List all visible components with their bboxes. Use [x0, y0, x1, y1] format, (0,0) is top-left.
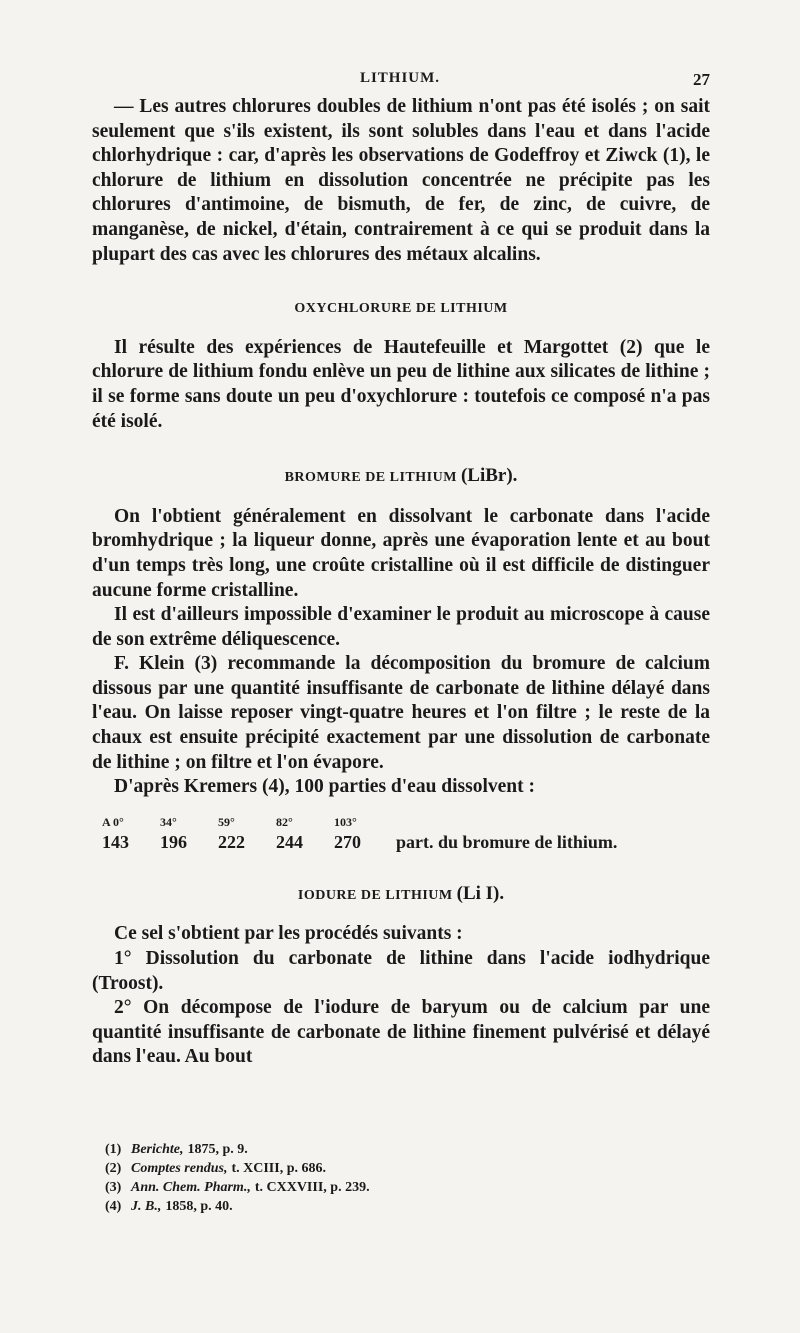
footnote — [105, 1159, 705, 1178]
running-title: LITHIUM. — [359, 70, 441, 86]
temp-cell: 59° — [218, 814, 235, 829]
footnote-ref: t. CXXVIII, p. 239. — [254, 1180, 370, 1195]
footnotes — [105, 1140, 705, 1216]
iodure-paragraph-3: 2° On décompose de l'iodure de baryum ou de calcium par une quantité insuffisante de carbonate de lithine finement pulvérisé et délayé dans l'eau. Au bout — [92, 997, 710, 1068]
footnote-number: (4) — [105, 1199, 122, 1214]
iodure-heading — [92, 882, 710, 909]
footnote-source: Comptes rendus, — [131, 1161, 228, 1176]
value-cell: 244 — [276, 831, 303, 852]
footnote-source: J. B., — [131, 1199, 162, 1214]
iodure-paragraph-2: 1° Dissolution du carbonate de lithine dans l'acide iodhydrique (Troost). — [92, 948, 710, 994]
iodure-formula: (Li I). — [456, 882, 505, 904]
intro-paragraph: — Les autres chlorures doubles de lithium n'ont pas été isolés ; on sait seulement que s'ils existent, ils sont solubles dans l'eau et dans l'acide chlorhydrique : car, d'après les observations de Godeffroy et Ziwck (1), le chlorure de lithium en dissolution concentrée ne précipite pas les chlorures d'antimoine, de bismuth, de fer, de zinc, de cuivre, de manganèse, de nickel, d'étain, contrairement à ce qui se produit dans la plupart des cas avec les chlorures des métaux alcalins. — [92, 96, 710, 265]
oxychlorure-heading: OXYCHLORURE DE LITHIUM — [294, 301, 508, 317]
footnote-number: (2) — [105, 1161, 122, 1176]
bromure-heading — [92, 464, 710, 491]
temp-cell: 34° — [160, 814, 177, 829]
footnote-number: (3) — [105, 1180, 122, 1195]
footnote — [105, 1178, 705, 1197]
value-suffix: part. du bromure de lithium. — [396, 831, 618, 852]
value-cell: 196 — [160, 831, 187, 852]
footnote-ref: 1875, p. 9. — [187, 1142, 248, 1157]
temp-cell: A 0° — [102, 814, 124, 829]
running-head — [90, 70, 710, 94]
page-body — [92, 95, 710, 1070]
value-cell: 143 — [102, 831, 129, 852]
value-row — [102, 832, 710, 852]
footnote-source: Ann. Chem. Pharm., — [131, 1180, 251, 1195]
bromure-paragraph-4: D'après Kremers (4), 100 parties d'eau dissolvent : — [114, 776, 536, 798]
footnote-source: Berichte, — [131, 1142, 184, 1157]
bromure-paragraph-2: Il est d'ailleurs impossible d'examiner le produit au microscope à cause de son extrême déliquescence. — [92, 604, 710, 650]
oxychlorure-paragraph: Il résulte des expériences de Hautefeuille et Margottet (2) que le chlorure de lithium fondu enlève un peu de lithine aux silicates de lithine ; il se forme sans doute un peu d'oxychlorure : toutefois ce composé n'a pas été isolé. — [92, 336, 710, 432]
bromure-heading-text: BROMURE DE LITHIUM — [284, 470, 457, 486]
page-number: 27 — [693, 70, 710, 89]
iodure-paragraph-1: Ce sel s'obtient par les procédés suivants : — [114, 923, 463, 945]
iodure-heading-text: IODURE DE LITHIUM — [297, 887, 453, 903]
temperature-row — [102, 812, 710, 832]
value-cell: 222 — [218, 831, 245, 852]
value-cell: 270 — [334, 831, 361, 852]
footnote — [105, 1197, 705, 1216]
solubility-table — [102, 812, 710, 852]
temp-cell: 82° — [276, 814, 293, 829]
footnote — [105, 1140, 705, 1159]
footnote-ref: t. XCIII, p. 686. — [231, 1161, 326, 1176]
bromure-paragraph-1: On l'obtient généralement en dissolvant le carbonate dans l'acide bromhydrique ; la liqueur donne, après une évaporation lente et au bout d'un temps très long, une croûte cristalline où il est difficile de distinguer aucune forme cristalline. — [92, 505, 710, 601]
bromure-formula: (LiBr). — [460, 465, 518, 487]
bromure-paragraph-3: F. Klein (3) recommande la décomposition du bromure de calcium dissous par une quantité insuffisante de carbonate de lithine délayé dans l'eau. On laisse reposer vingt-quatre heures et l'on filtre ; le reste de la chaux est ensuite précipité exactement par une dissolution de carbonate de lithine ; on filtre et l'on évapore. — [92, 653, 710, 773]
temp-cell: 103° — [334, 814, 357, 829]
footnote-number: (1) — [105, 1142, 122, 1157]
footnote-ref: 1858, p. 40. — [165, 1199, 233, 1214]
